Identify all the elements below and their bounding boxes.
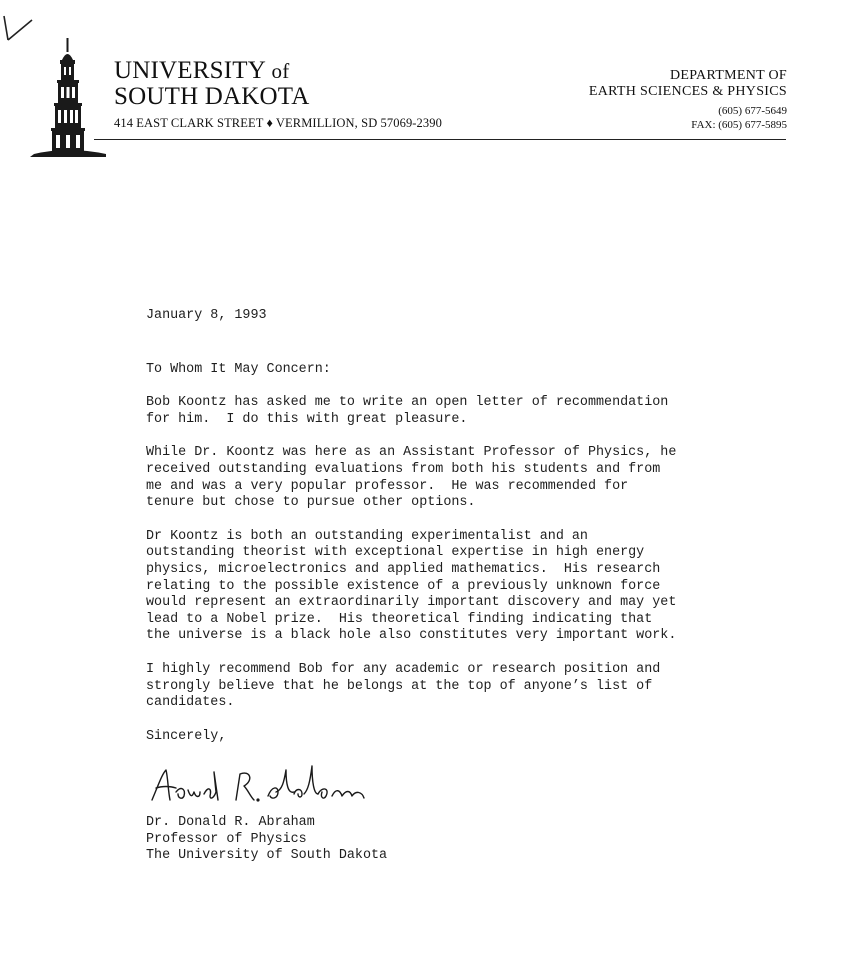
paragraph-line: physics, microelectronics and applied mathematics. His research [146, 561, 661, 577]
paragraph-line: candidates. [146, 695, 235, 711]
university-address: 414 EAST CLARK STREET ♦ VERMILLION, SD 57069-2390 [114, 116, 442, 130]
paragraph-line: While Dr. Koontz was here as an Assistant Professor of Physics, he [146, 445, 677, 461]
paragraph-line: Bob Koontz has asked me to write an open letter of recommendation [146, 395, 669, 411]
department-phone: (605) 677-5649 [718, 105, 787, 117]
paragraph-line: the universe is a black hole also constitutes very important work. [146, 628, 677, 644]
university-word: UNIVERSITY [114, 57, 266, 84]
handwritten-signature [148, 756, 398, 816]
paragraph-line: tenure but chose to pursue other options. [146, 495, 476, 511]
paragraph-line: strongly believe that he belongs at the top of anyone’s list of [146, 678, 653, 694]
university-of: of [271, 59, 290, 83]
paragraph-line: would represent an extraordinarily important discovery and may yet [146, 595, 677, 611]
letter-closing: Sincerely, [146, 728, 227, 744]
university-tower-logo [28, 38, 108, 160]
paragraph-2 [146, 445, 726, 511]
letter-date: January 8, 1993 [146, 308, 267, 323]
university-name-line2: SOUTH DAKOTA [114, 83, 310, 110]
paragraph-line: outstanding theorist with exceptional expertise in high energy [146, 545, 645, 561]
paragraph-line: Dr Koontz is both an outstanding experimentalist and an [146, 528, 588, 544]
department-line2: EARTH SCIENCES & PHYSICS [588, 84, 787, 99]
paragraph-3 [146, 529, 726, 645]
letter-body [146, 308, 726, 745]
paragraph-line: relating to the possible existence of a previously unknown force [146, 578, 661, 594]
paragraph-line: received outstanding evaluations from both his students and from [146, 461, 661, 477]
signatory-name: Dr. Donald R. Abraham [146, 815, 315, 830]
paragraph-1 [146, 395, 726, 428]
paragraph-line: I highly recommend Bob for any academic or research position and [146, 661, 661, 677]
paragraph-line: lead to a Nobel prize. His theoretical finding indicating that [146, 611, 653, 627]
letterhead-rule [94, 139, 786, 140]
university-name-block [114, 58, 442, 131]
signatory-institution: The University of South Dakota [146, 848, 388, 864]
signature-block [146, 815, 387, 865]
paragraph-line: for him. I do this with great pleasure. [146, 411, 468, 427]
signatory-title: Professor of Physics [146, 831, 307, 847]
department-block [589, 68, 787, 132]
letter-salutation: To Whom It May Concern: [146, 361, 331, 377]
paragraph-4 [146, 662, 726, 712]
university-name-line1 [114, 58, 442, 84]
department-line1: DEPARTMENT OF [669, 68, 787, 83]
paragraph-line: me and was a very popular professor. He was recommended for [146, 478, 629, 494]
department-fax: FAX: (605) 677-5895 [691, 119, 787, 131]
